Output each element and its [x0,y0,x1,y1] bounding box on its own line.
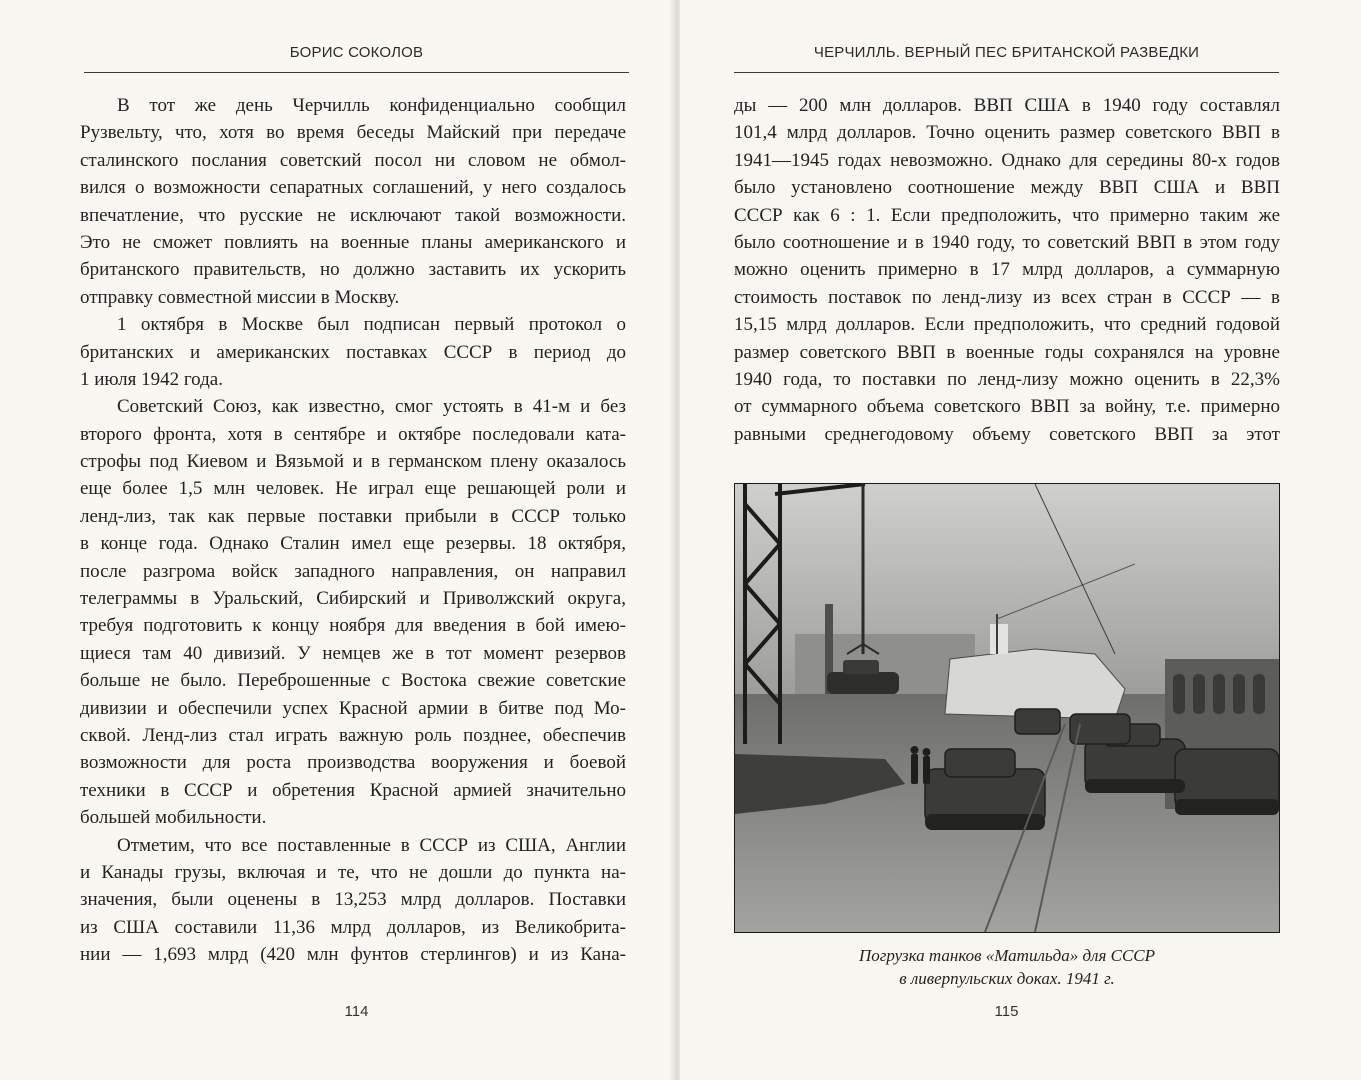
text-line: в конце года. Однако Сталин имел еще резервы. 18 октября, [80,533,626,555]
text-line: щиеся там 40 дивизий. У немцев же в тот момент резервов [80,642,626,664]
caption-line: Погрузка танков «Матильда» для СССР [858,946,1156,965]
text-line: равными среднегодовому объему советского ВВП за этот [734,423,1280,445]
text-line: техники в СССР и обретения Красной армией значительно [80,779,626,801]
text-line: Отметим, что все поставленные в СССР из США, Англии [117,834,626,856]
text-line: больше не было. Переброшенные с Востока свежие советские [80,670,626,692]
text-line: В тот же день Черчилль конфиденциально сообщил [117,95,626,116]
right-body-text [734,92,1280,448]
right-running-head: ЧЕРЧИЛЛЬ. ВЕРНЫЙ ПЕС БРИТАНСКОЙ РАЗВЕДКИ [813,44,1200,61]
right-page [680,0,1361,1080]
text-line: требуя подготовить к концу ноября для введения в бой имею- [80,615,626,637]
text-line: было соотношение и в 1940 году, то советский ВВП в этом году [734,231,1280,253]
text-line: после разгрома войск западного направления, он направил [80,560,626,582]
text-line: британского правительств, но должно заставить их ускорить [80,259,626,281]
left-page [0,0,676,1080]
text-line: дивизии и обеспечили успех Красной армии в битве под Мо- [80,697,626,719]
text-line: телеграммы в Уральский, Сибирский и Приволжский округа, [80,588,626,610]
text-line: стоимость поставок по ленд-лизу из всех стран в СССР — в [734,286,1280,308]
text-line: отправку совместной миссии в Москву. [80,286,400,308]
text-line: строфы под Киевом и Вязьмой и в германском плену оказалось [80,451,626,473]
text-line: было установлено соотношение между ВВП США и ВВП [734,177,1280,199]
text-line: Рузвельту, что, хотя во время беседы Майский при передаче [80,122,626,144]
caption-line: в ливерпульских доках. 1941 г. [899,969,1115,988]
text-line: 1 октября в Москве был подписан первый протокол о [117,314,626,336]
text-line: ды — 200 млн долларов. ВВП США в 1940 году составлял [734,95,1280,116]
left-header-rule [84,72,629,73]
text-line: можно оценить примерно в 17 млрд долларов, а суммарную [734,259,1280,281]
text-line: Это не сможет повлиять на военные планы американского и [80,231,626,253]
left-page-number: 114 [344,1003,369,1020]
text-line: из США составили 11,36 млрд долларов, из Великобрита- [80,916,626,938]
text-line: 15,15 млрд долларов. Если предположить, что средний годовой [734,314,1280,336]
text-line: британских и американских поставках СССР в период до [80,341,626,363]
text-line: размер советского ВВП в военные годы сохранялся на уровне [734,341,1280,363]
right-page-number: 115 [994,1003,1019,1020]
left-running-head: БОРИС СОКОЛОВ [289,44,424,61]
text-line: от суммарного объема советского ВВП за войну, т.е. примерно [734,396,1280,418]
text-line: 1 июля 1942 года. [80,368,223,390]
text-line: сквой. Ленд-лиз стал играть важную роль позднее, обеспечив [80,724,626,746]
text-line: 1940 года, то поставки по ленд-лизу можно оценить в 22,3% [734,368,1280,390]
text-line: большей мобильности. [80,807,267,829]
text-line: 1941—1945 годах невозможно. Однако для середины 80-х годов [734,149,1280,171]
dock-photo [734,483,1280,933]
text-line: вился о возможности сепаратных соглашений, у него создалось [80,177,626,199]
text-line: СССР как 6 : 1. Если предположить, что примерно таким же [734,204,1280,226]
text-line: Советский Союз, как известно, смог устоять в 41-м и без [117,396,626,418]
text-line: впечатление, что русские не исключают такой возможности. [80,204,626,226]
text-line: возможности для роста производства вооружения и боевой [80,752,626,774]
text-line: ленд-лиз, так как первые поставки прибыли в СССР только [80,505,626,527]
text-line: второго фронта, хотя в сентябре и октябре последовали ката- [80,423,626,445]
text-line: еще более 1,5 млн человек. Не играл еще решающей роли и [80,478,626,500]
text-line: нии — 1,693 млрд (420 млн фунтов стерлингов) и из Кана- [80,944,626,966]
text-line: сталинского послания советский посол ни словом не обмол- [80,149,626,171]
text-line: 101,4 млрд долларов. Точно оценить размер советского ВВП в [734,122,1280,144]
text-line: значения, были оценены в 13,253 млрд долларов. Поставки [80,889,626,911]
right-header-rule [734,72,1279,73]
text-line: и Канады грузы, включая и те, что не дошли до пункта на- [80,861,626,883]
photo-caption [734,944,1280,990]
left-body-text [80,92,626,969]
